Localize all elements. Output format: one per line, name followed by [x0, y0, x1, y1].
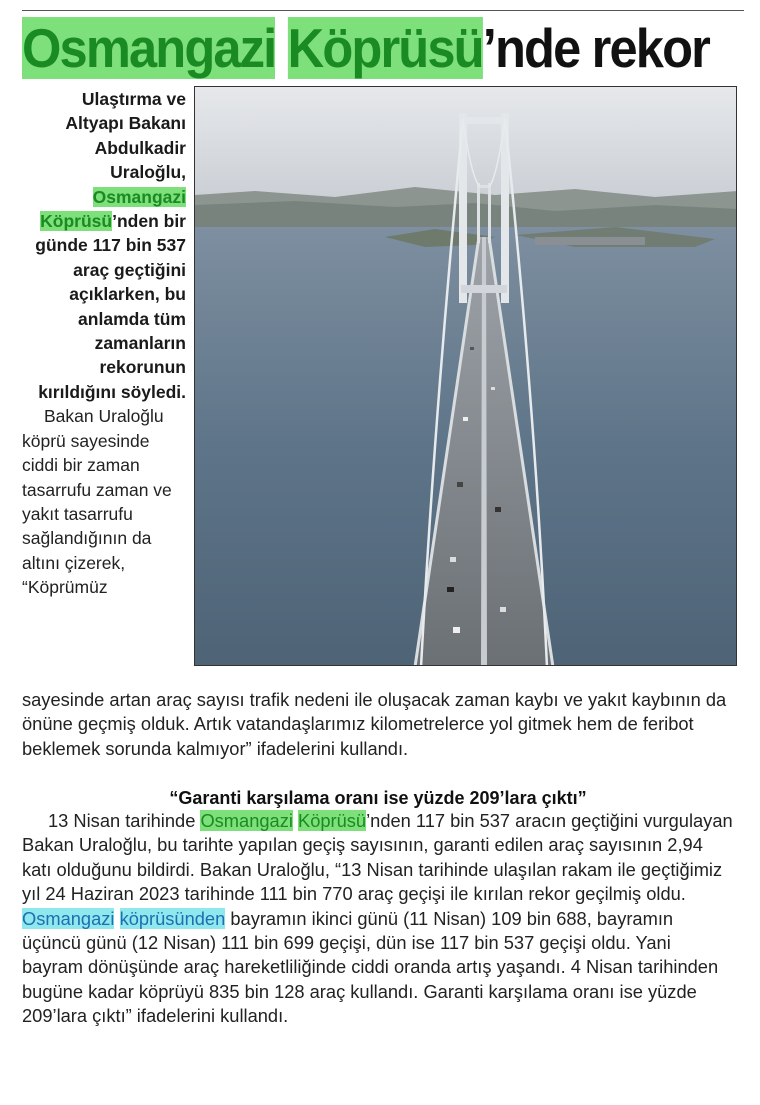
body2-text-2: ’nden 117 bin 537 aracın geçtiğini vurgulayan Bakan Uraloğlu, bu tarihte yapılan geçiş sayısının, garanti edilen araç sayısının 2,94 katı olduğunu bildirdi. Bakan Uraloğlu, “13 Nisan tarihinde ulaşılan rakam ile geçtiğimiz yıl 24 Haziran 2023 tarihinde 111 bin 770 araç geçişi ile kırılan rekor geçilmiş oldu. — [22, 810, 733, 905]
lead-highlight-2: Köprüsü — [40, 211, 113, 232]
lead-text-1: Ulaştırma ve Altyapı Bakanı Abdulkadir Uraloğlu, — [65, 89, 186, 183]
continuation-paragraph — [22, 688, 734, 761]
body2-highlight-3: Osmangazi — [22, 907, 115, 929]
body2-text-1: 13 Nisan tarihinde — [48, 810, 201, 831]
lead-highlight-1: Osmangazi — [92, 186, 186, 207]
bridge-illustration — [195, 87, 737, 666]
body2-highlight-4: köprüsünden — [119, 907, 226, 929]
body2-highlight-1: Osmangazi — [200, 810, 293, 831]
top-rule — [22, 10, 744, 11]
headline-suffix: ’nde rekor — [482, 17, 710, 79]
body2-text-3: bayramın ikinci günü (11 Nisan) 109 bin 688, bayramın üçüncü günü (12 Nisan) 111 bin 699 geçişi, dün ise 117 bin 537 geçişi oldu. Yani bayram dönüşünde araç hareketliliğinde ciddi oranda artış yaşandı. 4 Nisan tarihinden bugüne kadar köprüyü 835 bin 128 araç kullandı. Garanti karşılama oranı ise yüzde 209’lara çıktı” ifadelerini kullandı. — [22, 907, 719, 1027]
bridge-photo — [194, 86, 737, 666]
second-paragraph — [22, 809, 734, 1029]
lead-paragraph — [22, 87, 186, 404]
lead-text-2: ’nden bir günde 117 bin 537 araç geçtiğini açıklarken, bu anlamda tüm zamanların rekorunun kırıldığını söyledi. — [35, 211, 186, 402]
column-body — [22, 404, 186, 599]
headline-highlight-1: Osmangazi — [22, 17, 276, 79]
body2-highlight-2: Köprüsü — [298, 810, 367, 831]
continuation-text: sayesinde artan araç sayısı trafik nedeni ile oluşacak zaman kaybı ve yakıt kaybının da önüne geçmiş olduk. Artık vatandaşlarımız kilometrelerce yol gitmek hem de feribot beklemek sorunda kalmıyor” ifadelerini kullandı. — [22, 689, 727, 759]
column-body-text: Bakan Uraloğlu köprü sayesinde ciddi bir zaman tasarrufu zaman ve yakıt tasarrufu sağlandığının da altını çizerek, “Köprümüz — [22, 406, 172, 598]
headline — [22, 14, 710, 82]
headline-highlight-2: Köprüsü — [287, 17, 483, 79]
second-section — [22, 809, 734, 1029]
left-column — [22, 87, 186, 600]
subheading: “Garanti karşılama oranı ise yüzde 209’lara çıktı” — [169, 788, 587, 808]
